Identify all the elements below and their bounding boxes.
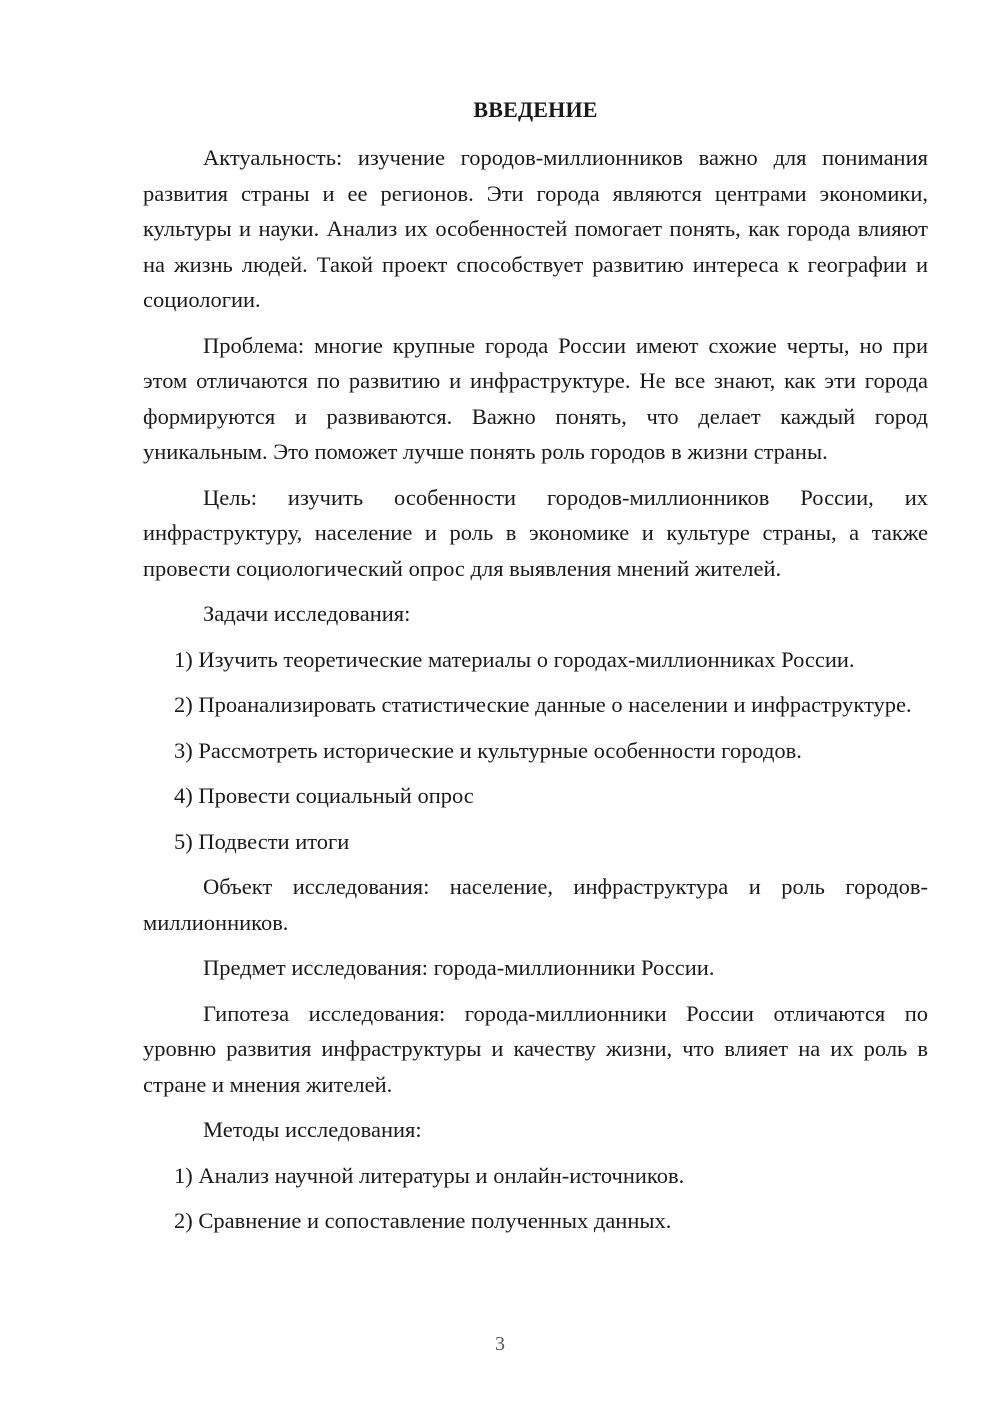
list-item-task-5: 5) Подвести итоги (174, 828, 350, 854)
document-body (143, 92, 928, 1239)
paragraph-hypothesis: Гипотеза исследования: города-миллионники России отличаются по уровню развития инфраструктуры и качеству жизни, что влияет на их роль в стране и мнения жителей. (143, 1000, 928, 1097)
list-item-task-2: 2) Проанализировать статистические данные о населении и инфраструктуре. (174, 692, 912, 717)
paragraph-problem: Проблема: многие крупные города России имеют схожие черты, но при этом отличаются по развитию и инфраструктуре. Не все знают, как эти города формируются и развиваются. Важно понять, что делает каждый город уникальным. Это поможет лучше понять роль городов в жизни страны. (143, 332, 928, 464)
paragraph-goal: Цель: изучить особенности городов-миллионников России, их инфраструктуру, население и роль в экономике и культуре страны, а также провести социологический опрос для выявления мнений жителей. (143, 484, 928, 581)
page-number: 3 (495, 1333, 505, 1355)
paragraph-tasks-heading: Задачи исследования: (203, 601, 411, 626)
list-item-task-4: 4) Провести социальный опрос (174, 783, 474, 808)
paragraph-methods-heading: Методы исследования: (203, 1117, 422, 1142)
list-item-task-1: 1) Изучить теоретические материалы о городах-миллионниках России. (174, 646, 855, 672)
paragraph-subject: Предмет исследования: города-миллионники России. (203, 955, 715, 980)
paragraph-object: Объект исследования: население, инфраструктура и роль городов-миллионников. (143, 874, 928, 935)
list-item-task-3: 3) Рассмотреть исторические и культурные особенности городов. (174, 737, 802, 763)
list-item-method-2: 2) Сравнение и сопоставление полученных данных. (174, 1208, 672, 1233)
list-item-method-1: 1) Анализ научной литературы и онлайн-источников. (174, 1162, 685, 1188)
section-heading: ВВЕДЕНИЕ (473, 97, 598, 122)
paragraph-relevance: Актуальность: изучение городов-миллионников важно для понимания развития страны и ее регионов. Эти города являются центрами экономики, культуры и науки. Анализ их особенностей помогает понять, как города влияют на жизнь людей. Такой проект способствует развитию интереса к географии и социологии. (143, 145, 928, 312)
